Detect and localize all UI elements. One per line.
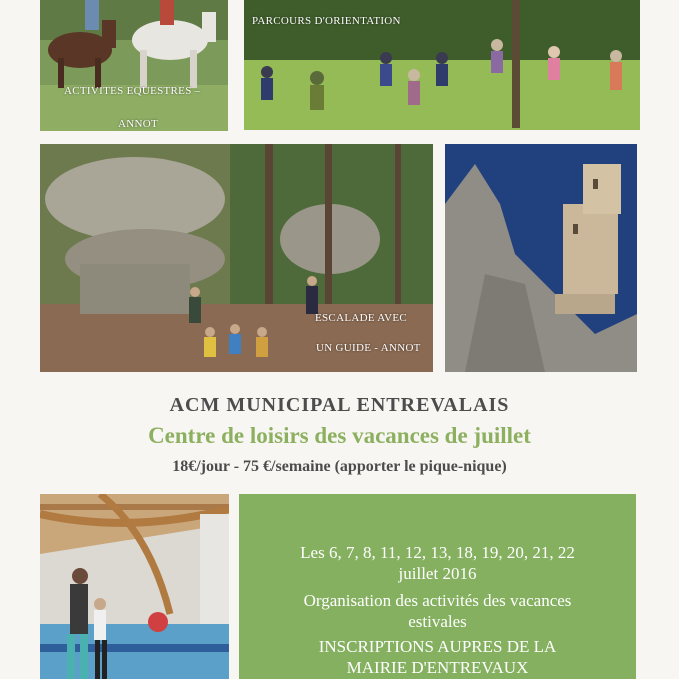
activities-line1: Organisation des activités des vacances [303, 591, 572, 610]
gymnasium-photo [40, 494, 229, 679]
price-info: 18€/jour - 75 €/semaine (apporter le pique-nique) [172, 458, 507, 475]
equestrian-caption-line1: ACTIVITES EQUESTRES – [64, 85, 201, 97]
climbing-caption-line2: UN GUIDE - ANNOT [316, 342, 421, 354]
orientation-caption: PARCOURS D'ORIENTATION [252, 15, 401, 27]
climbing-caption-line1: ESCALADE AVEC [315, 312, 408, 324]
dates-line1: Les 6, 7, 8, 11, 12, 13, 18, 19, 20, 21, 22 [300, 543, 575, 562]
dates-line2: juillet 2016 [398, 564, 477, 583]
program-title: ACM MUNICIPAL ENTREVALAIS [169, 394, 510, 416]
equestrian-caption-line2: ANNOT [118, 118, 158, 130]
orientation-photo [244, 0, 640, 130]
program-subtitle: Centre de loisirs des vacances de juillet [148, 423, 531, 448]
climbing-illustration [40, 144, 433, 372]
castle-illustration [445, 144, 637, 372]
activities-line2: estivales [408, 612, 467, 631]
registration-line1: INSCRIPTIONS AUPRES DE LA [318, 637, 557, 656]
info-box [239, 494, 636, 679]
equestrian-photo [40, 0, 228, 131]
equestrian-illustration [40, 0, 228, 131]
gymnasium-illustration [40, 494, 229, 679]
registration-line2: MAIRIE D'ENTREVAUX [346, 658, 529, 677]
castle-photo [445, 144, 637, 372]
climbing-photo [40, 144, 433, 372]
